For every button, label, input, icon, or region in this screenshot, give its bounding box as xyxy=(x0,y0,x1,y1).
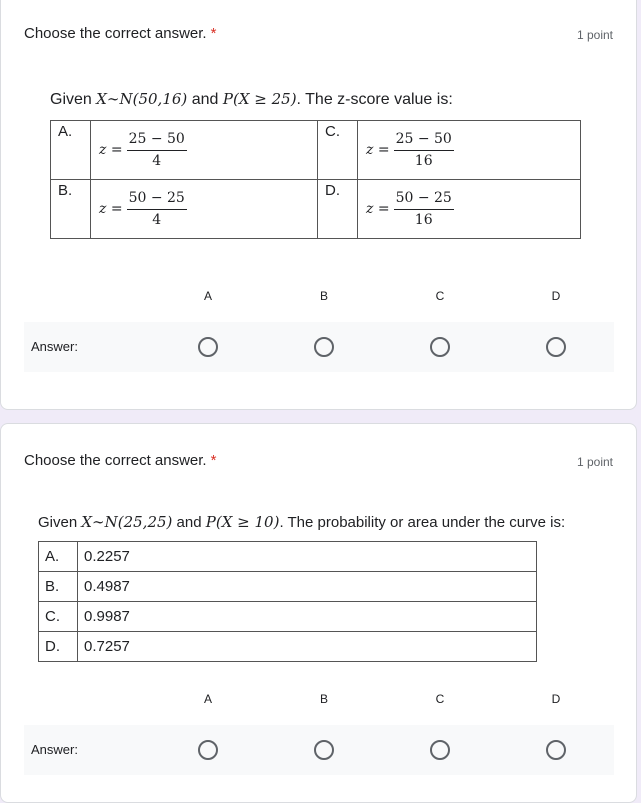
radio-option-c[interactable] xyxy=(430,337,450,357)
option-b-value: 0.4987 xyxy=(78,572,537,602)
radio-option-a[interactable] xyxy=(198,337,218,357)
option-letter: C. xyxy=(318,121,358,180)
radio-option-a[interactable] xyxy=(198,740,218,760)
grid-column-b: B xyxy=(319,289,329,303)
grid-column-d: D xyxy=(551,289,561,303)
radio-option-b[interactable] xyxy=(314,337,334,357)
grid-column-c: C xyxy=(435,289,445,303)
radio-option-b[interactable] xyxy=(314,740,334,760)
option-c-value: 0.9987 xyxy=(78,602,537,632)
option-b-formula: z = $\frac{50 - 25}{4}$ xyxy=(91,180,318,239)
question-card-2 xyxy=(0,423,637,803)
answer-row xyxy=(24,322,614,372)
answer-row-label: Answer: xyxy=(31,742,78,757)
grid-column-c: C xyxy=(435,692,445,706)
option-d-value: 0.7257 xyxy=(78,632,537,662)
option-letter: A. xyxy=(39,542,78,572)
options-table xyxy=(50,120,581,239)
grid-column-d: D xyxy=(551,692,561,706)
radio-option-c[interactable] xyxy=(430,740,450,760)
option-letter: A. xyxy=(51,121,91,180)
question-title: Choose the correct answer. * xyxy=(24,25,217,42)
grid-column-b: B xyxy=(319,692,329,706)
question-stem: Given X∼N(50,16) and P(X ≥ 25). The z-score value is: xyxy=(50,90,453,108)
option-letter: D. xyxy=(39,632,78,662)
option-a-value: 0.2257 xyxy=(78,542,537,572)
option-letter: B. xyxy=(39,572,78,602)
required-asterisk: * xyxy=(210,452,217,469)
option-letter: C. xyxy=(39,602,78,632)
options-table xyxy=(38,541,537,662)
option-letter: B. xyxy=(51,180,91,239)
points-label: 1 point xyxy=(576,455,613,469)
option-d-formula: z = $\frac{50 - 25}{16}$ xyxy=(358,180,581,239)
question-title: Choose the correct answer. * xyxy=(24,452,217,469)
required-asterisk: * xyxy=(210,25,217,42)
radio-option-d[interactable] xyxy=(546,740,566,760)
question-stem: Given X∼N(25,25) and P(X ≥ 10). The probability or area under the curve is: xyxy=(38,513,566,531)
grid-column-a: A xyxy=(203,289,213,303)
points-label: 1 point xyxy=(576,28,613,42)
option-a-formula: z = $\frac{25 - 50}{4}$ xyxy=(91,121,318,180)
radio-option-d[interactable] xyxy=(546,337,566,357)
answer-row-label: Answer: xyxy=(31,339,78,354)
option-letter: D. xyxy=(318,180,358,239)
grid-column-a: A xyxy=(203,692,213,706)
option-c-formula: z = $\frac{25 - 50}{16}$ xyxy=(358,121,581,180)
answer-row xyxy=(24,725,614,775)
